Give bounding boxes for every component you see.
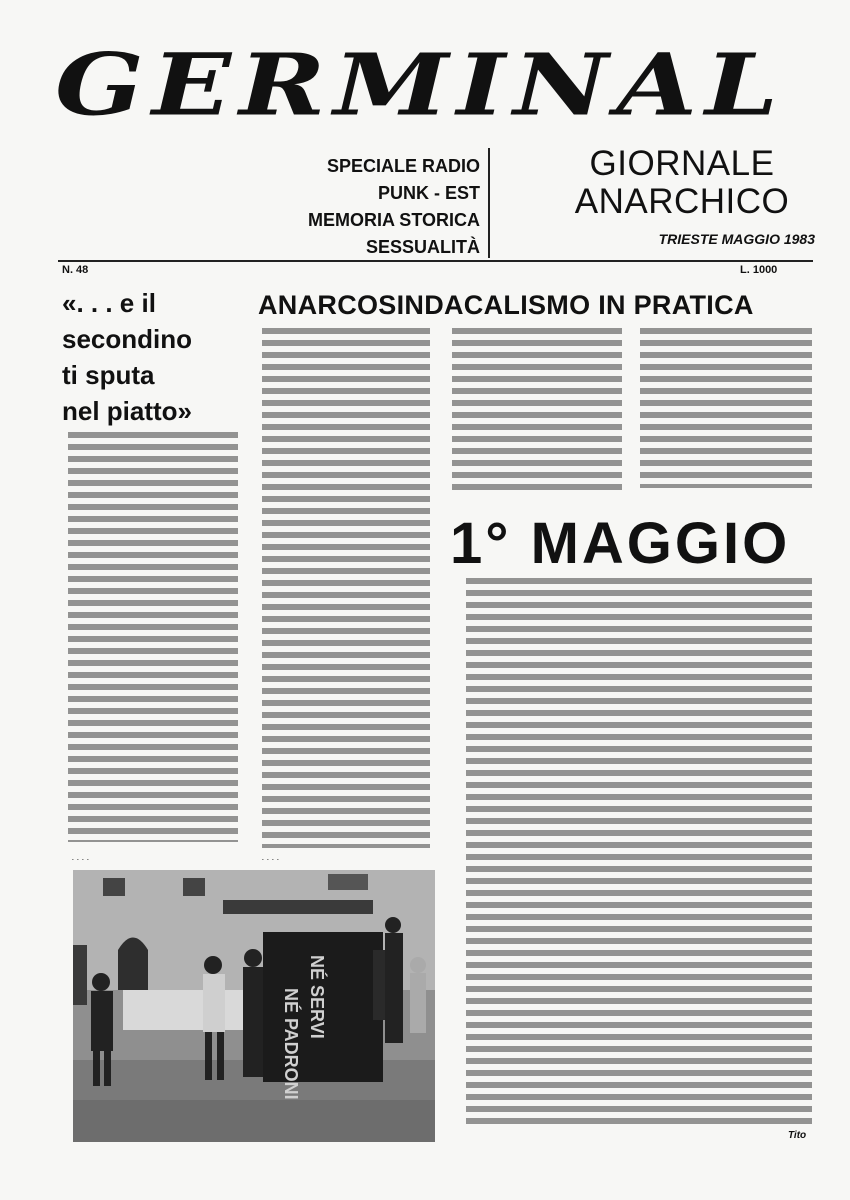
special-item: SESSUALITÀ bbox=[365, 237, 480, 257]
banner-text: NÉ SERVI bbox=[307, 955, 327, 1039]
special-item: MEMORIA STORICA bbox=[307, 210, 480, 230]
banner-text: NÉ PADRONI bbox=[281, 988, 301, 1100]
masthead-rule bbox=[58, 260, 813, 262]
main-article-column-3 bbox=[640, 328, 812, 488]
left-article-headline bbox=[62, 285, 242, 429]
special-item: SPECIALE RADIO bbox=[326, 156, 480, 176]
price: L. 1000 bbox=[740, 264, 778, 276]
protest-photo-image bbox=[73, 870, 435, 1142]
protest-photo bbox=[73, 870, 435, 1142]
subtitle-line: ANARCHICO bbox=[574, 182, 790, 221]
headline-line: secondino bbox=[62, 324, 193, 354]
author-signature: Tito bbox=[788, 1130, 807, 1141]
special-item: PUNK - EST bbox=[377, 183, 480, 203]
may-day-headline: 1° MAGGIO bbox=[450, 511, 791, 576]
issue-number: N. 48 bbox=[62, 264, 89, 276]
main-article-column-1 bbox=[262, 328, 430, 848]
continued-note-2: . . . . bbox=[262, 852, 280, 862]
subtitle-line: GIORNALE bbox=[589, 144, 775, 183]
continued-note: . . . . bbox=[72, 852, 90, 862]
main-headline: ANARCOSINDACALISMO IN PRATICA bbox=[258, 290, 754, 320]
main-article-column-2 bbox=[452, 328, 622, 496]
headline-line: nel piatto» bbox=[62, 396, 193, 426]
dateline: TRIESTE MAGGIO 1983 bbox=[658, 231, 815, 247]
masthead-title: GERMINAL bbox=[55, 34, 787, 136]
may-day-article-body bbox=[466, 578, 812, 1130]
specials-list bbox=[240, 153, 480, 261]
masthead-divider bbox=[488, 148, 490, 258]
headline-line: ti sputa bbox=[62, 360, 155, 390]
left-article-body bbox=[68, 432, 238, 842]
headline-line: «. . . e il bbox=[62, 288, 156, 318]
newspaper-subtitle bbox=[552, 145, 812, 221]
